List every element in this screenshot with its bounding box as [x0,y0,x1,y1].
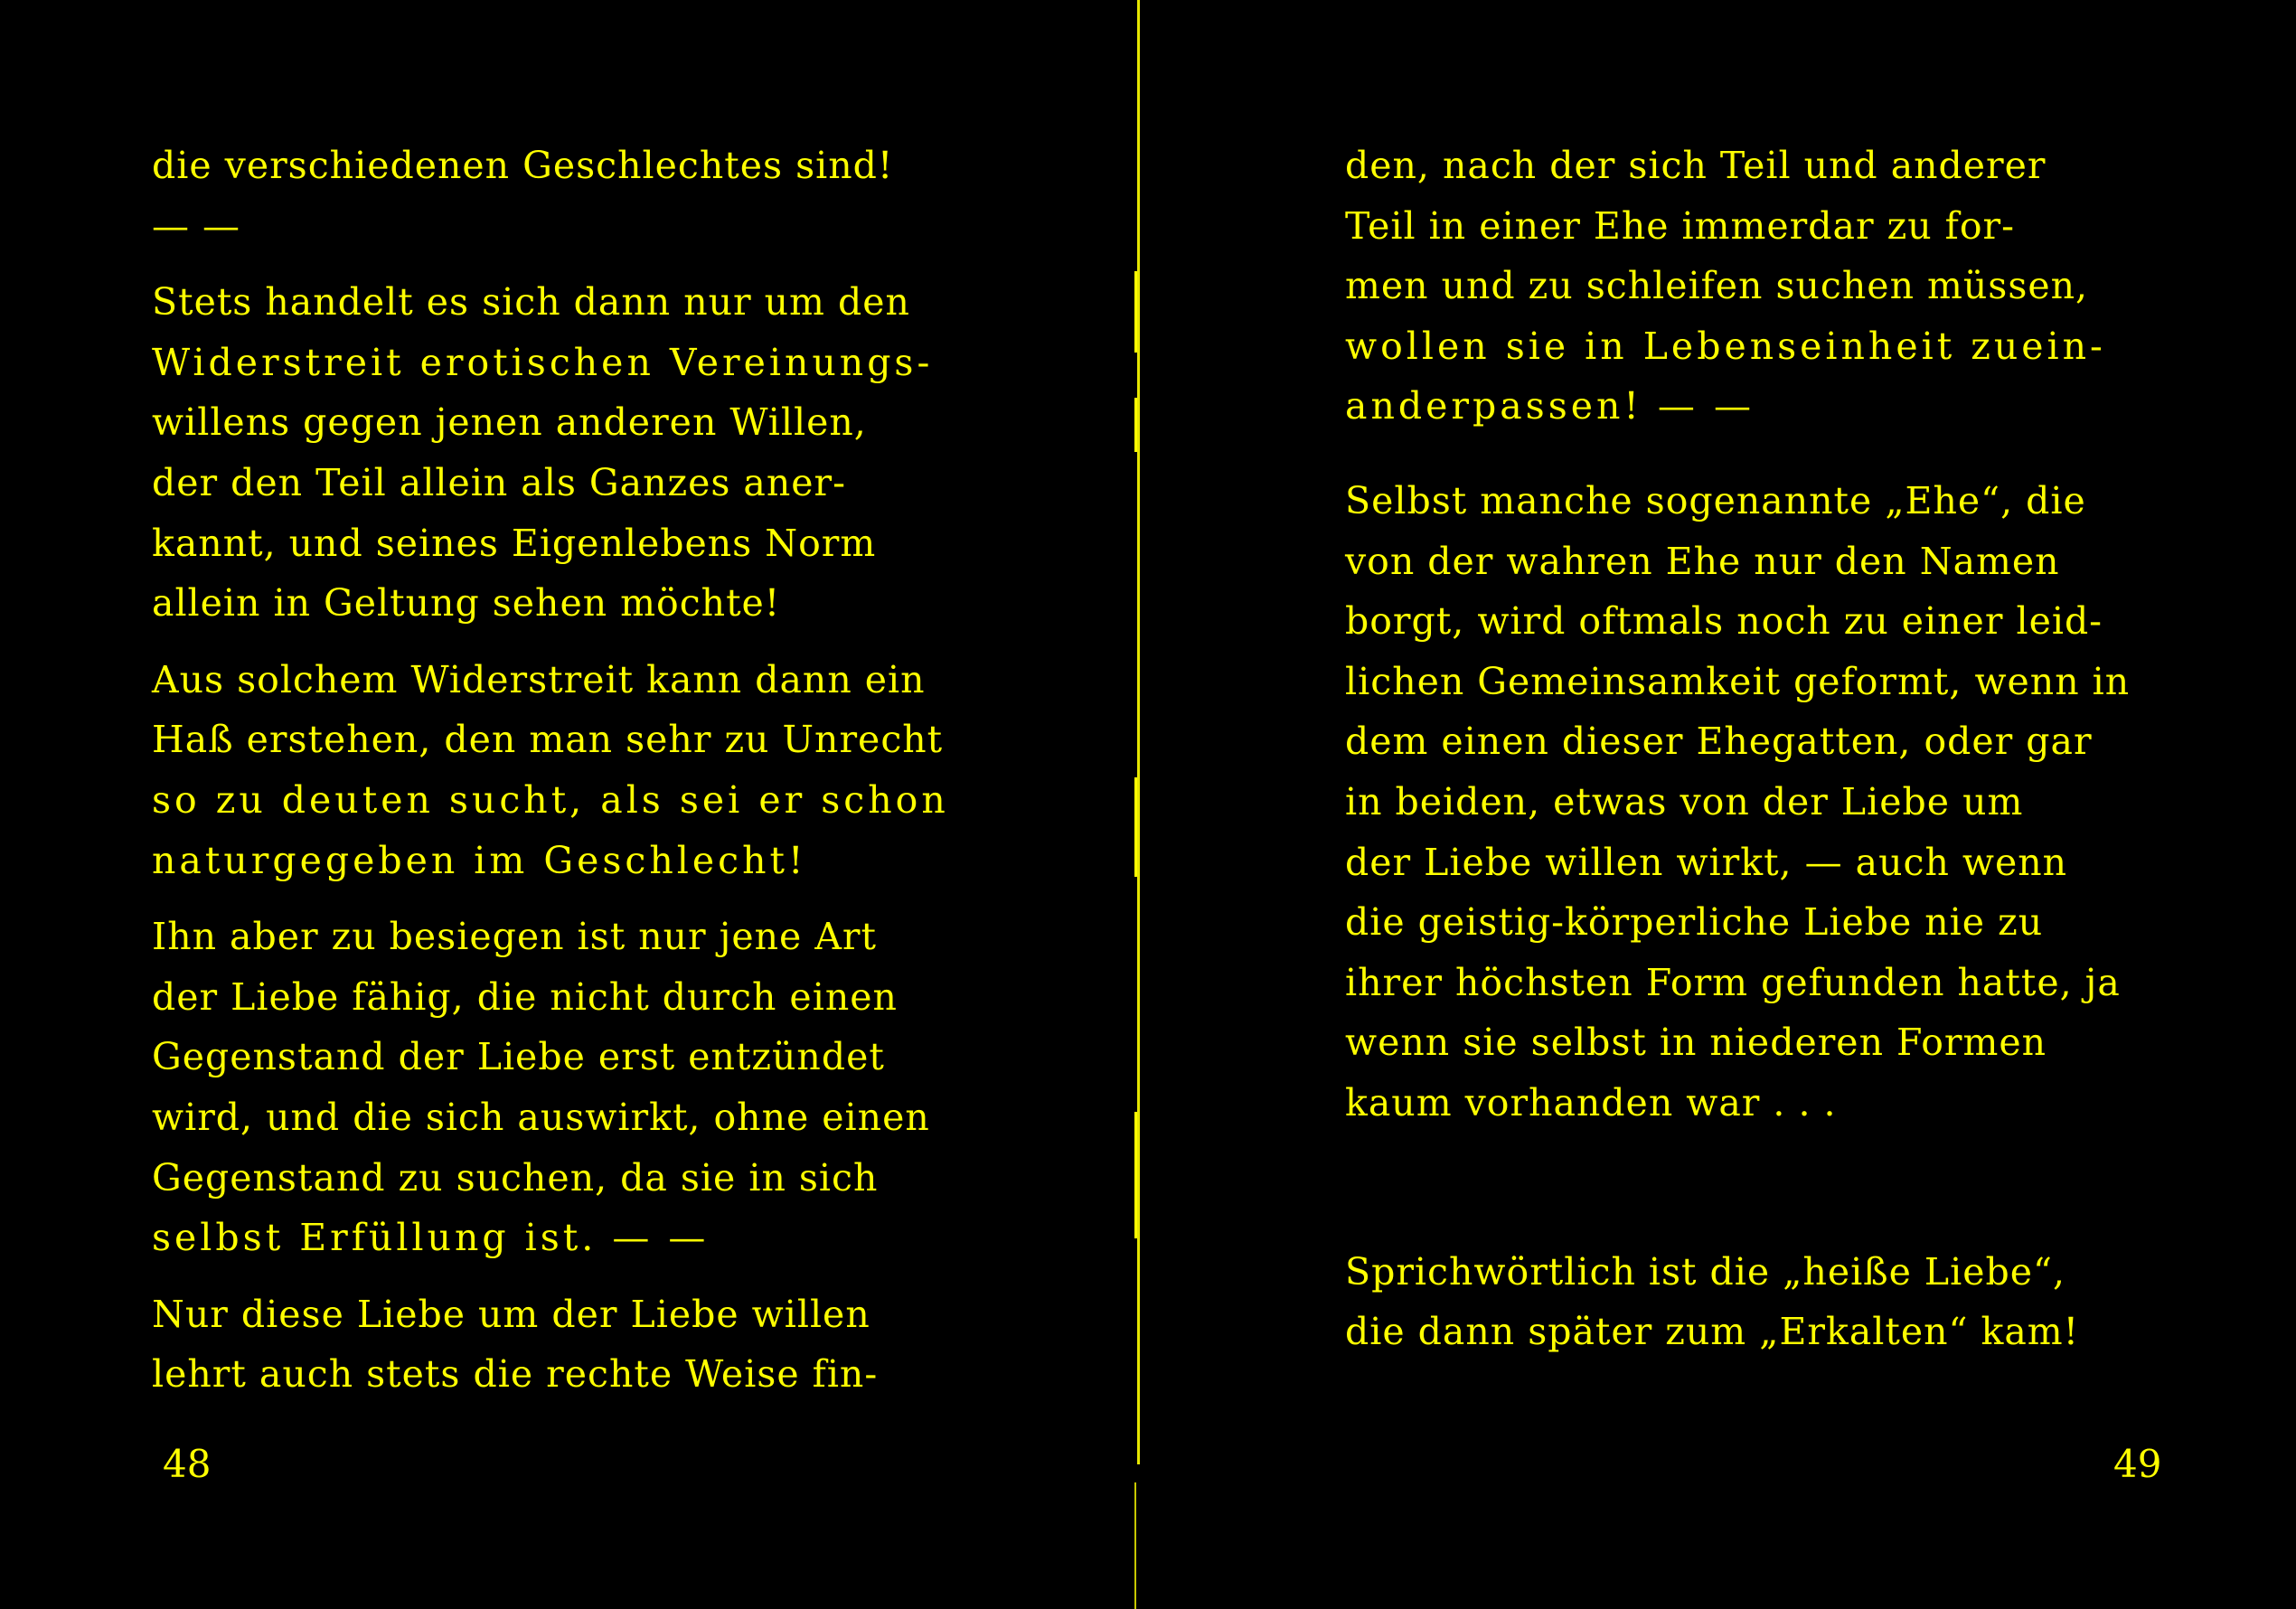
text-line: von der wahren Ehe nur den Namen [1345,539,2060,583]
text-line: Selbst manche sogenannte „Ehe“, die [1345,478,2086,522]
left-page-text [152,136,965,1405]
text-line: Haß erstehen, den man sehr zu Unrecht [152,718,944,762]
gutter-mark [1134,271,1137,353]
text-line: allein in Geltung sehen möchte! [152,581,781,626]
page-number: 49 [2113,1442,2162,1486]
text-line: wenn sie selbst in niederen Formen [1345,1021,2047,1065]
right-page-text [1345,136,2159,1362]
text-line: Stets handelt es sich dann nur um den [152,280,910,325]
page-number: 48 [163,1442,212,1486]
text-line: naturgegeben im Geschlecht! [152,838,807,882]
text-line: kannt, und seines Eigenlebens Norm [152,521,877,565]
gutter-mark [1134,777,1137,877]
gutter-fold-line-lower [1134,1482,1136,1609]
text-line: dem einen dieser Ehegatten, oder gar [1345,720,2093,764]
text-line: willens gegen jenen anderen Willen, [152,400,867,445]
gutter-mark [1134,1112,1137,1238]
text-line: die verschiedenen Geschlechtes sind! [152,144,894,187]
text-line: so zu deuten sucht, als sei er schon [152,777,949,822]
text-line: Gegenstand der Liebe erst entzündet [152,1035,885,1079]
text-line: lichen Gemeinsamkeit geformt, wenn in [1345,659,2131,703]
gutter-fold-line [1137,0,1140,1464]
text-line: Nur diese Liebe um der Liebe willen [152,1292,870,1336]
text-line: lehrt auch stets die rechte Weise fin- [152,1352,879,1397]
text-line: die dann später zum „Erkalten“ kam! [1345,1310,2080,1354]
text-line: Sprichwörtlich ist die „heiße Liebe“, [1345,1249,2066,1294]
gutter-mark [1134,398,1137,452]
text-line: men und zu schleifen suchen müssen, [1345,264,2089,308]
text-line: die geistig-körperliche Liebe nie zu [1345,900,2044,945]
text-line: — — [152,203,241,248]
text-line: der den Teil allein als Ganzes aner- [152,460,846,504]
text-line: der Liebe willen wirkt, — auch wenn [1345,840,2068,884]
text-line: Teil in einer Ehe immerdar zu for- [1345,203,2015,248]
book-gutter [1134,0,1143,1609]
text-line: Ihn aber zu besiegen ist nur jene Art [152,915,878,959]
text-line: Aus solchem Widerstreit kann dann ein [152,657,926,701]
text-line: wird, und die sich auswirkt, ohne einen [152,1095,930,1139]
text-line: ihrer höchsten Form gefunden hatte, ja [1345,960,2121,1004]
text-line: borgt, wird oftmals noch zu einer leid- [1345,599,2103,644]
text-line: wollen sie in Lebenseinheit zuein- [1345,324,2106,368]
text-line: selbst Erfüllung ist. — — [152,1216,710,1260]
text-line: in beiden, etwas von der Liebe um [1345,779,2024,823]
left-page [0,0,1134,1609]
text-line: anderpassen! — — [1345,384,1755,428]
text-line: den, nach der sich Teil und anderer [1345,144,2047,187]
text-line: der Liebe fähig, die nicht durch einen [152,974,898,1019]
text-line: kaum vorhanden war . . . [1345,1080,1837,1124]
text-line: Gegenstand zu suchen, da sie in sich [152,1155,879,1200]
text-line: Widerstreit erotischen Vereinungs- [152,340,934,384]
